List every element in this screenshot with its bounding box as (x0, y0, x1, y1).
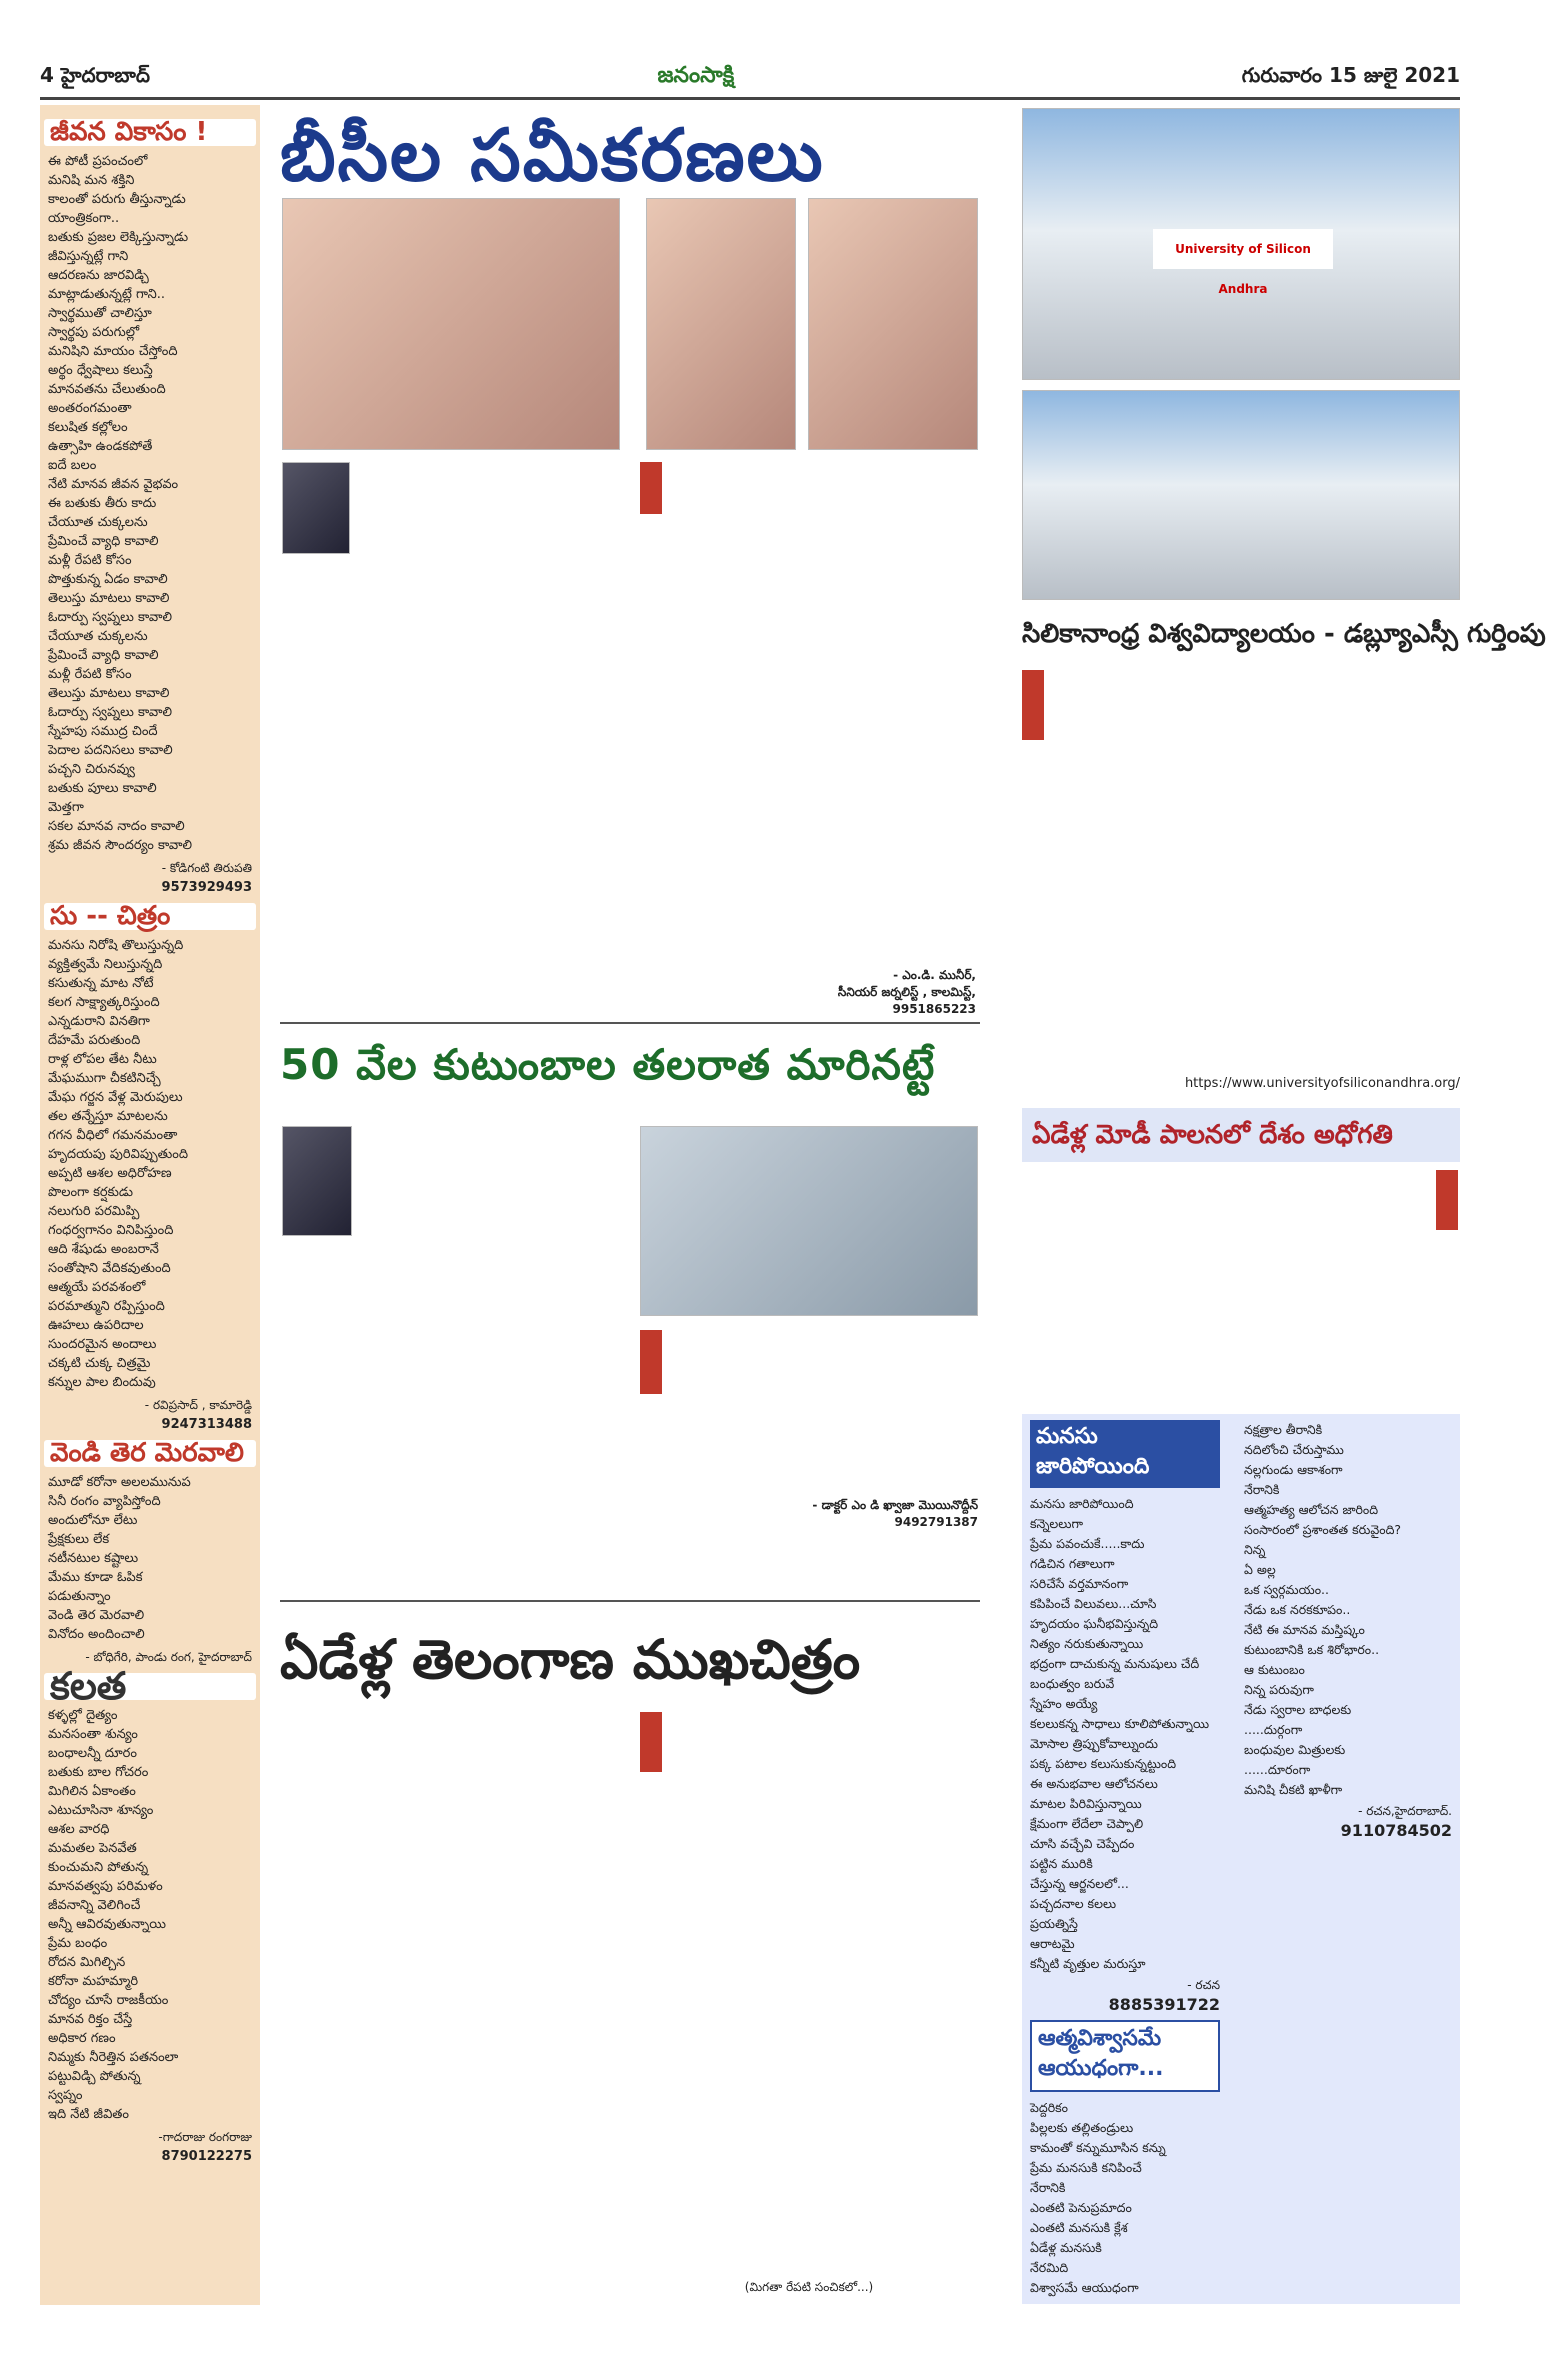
poem-line: శ్రమ జీవన సౌందర్యం కావాలి (48, 838, 193, 853)
poem-line: ప్రేమ పవంచుకే.....కాదు (1030, 1536, 1145, 1551)
poem-line: రోదన మిగిల్చిన (48, 1955, 126, 1970)
poem-line: బతుకు ప్రజల లెక్కిస్తున్నాడు (48, 230, 189, 245)
sidebar-title-2: సు -- చిత్రం (44, 903, 256, 930)
poem-line: ఈ బతుకు తీరు కాదు (48, 496, 157, 511)
poem-line: అంతరంగమంతా (48, 401, 132, 416)
poem-line: నల్లగుండు ఆకాశంగా (1244, 1462, 1343, 1477)
poem-line: ఏ అల్ల (1244, 1562, 1276, 1577)
poem-line: ఆత్మయే పరవశంలో (48, 1280, 146, 1295)
poem-line: గగన వీధిలో గమనమంతా (48, 1128, 178, 1143)
poem-line: నిత్యం నరుకుతున్నాయి (1030, 1636, 1144, 1651)
poem-right-column (1236, 1414, 1460, 2304)
article3-headline: ఏడేళ్ల తెలంగాణ ముఖచిత్రం (280, 1628, 861, 1691)
poem-line: ఎటుచూసినా శూన్యం (48, 1803, 154, 1818)
poem-line: కన్నీటి వృత్తుల మరుస్తూ (1030, 1956, 1146, 1971)
poem-line: తెలుస్తు మాటలు కావాలి (48, 686, 170, 701)
article3-column-2 (668, 1712, 976, 2272)
poem-line: వెండి తెర మెరవాలి (48, 1608, 145, 1623)
poem-line: తెలుస్తు మాటలు కావాలి (48, 591, 170, 606)
poem-line: కలలుకన్న సాధాలు కూలిపోతున్నాయి (1030, 1716, 1210, 1731)
poem-line: బతుకు పూలు కావాలి (48, 781, 157, 796)
poem-line: బంధువుల మిత్రులకు (1244, 1742, 1346, 1757)
poem-line: పచ్చని చిరునవ్వు (48, 762, 135, 777)
poem-line: పరమాత్ముని రప్పిస్తుంది (48, 1299, 165, 1314)
poem-line: నలుగురి పరమిప్పి (48, 1204, 140, 1219)
poem-line: హృదయం ఘనీభవిస్తున్నది (1030, 1616, 1159, 1631)
poem-line: భద్రంగా దాచుకున్న మనుషులు చేదీ (1030, 1656, 1200, 1671)
poem-line: దేహమే పరుతుంది (48, 1033, 141, 1048)
sidebar-phone-4: 8790122275 (161, 2149, 252, 2164)
poem-line: కుంచుమని పోతున్న (48, 1860, 149, 1875)
poem-line: గడిచిన గతాలుగా (1030, 1556, 1115, 1571)
poem-line: ఏడేళ్ల మనసుకి (1030, 2240, 1102, 2255)
poem-line: మాటల పిరివిస్తున్నాయి (1030, 1796, 1142, 1811)
poem-line: మళ్లీ రేపటి కోసం (48, 553, 132, 568)
poem-line: మూడో కరోనా అలలమునుప (48, 1475, 191, 1490)
poem-line: మనసు నిరోషి తొలుస్తున్నది (48, 938, 184, 953)
article3-continued: (మిగతా రేపటి సంచికలో...) (744, 2280, 874, 2294)
poem-line: సంసారంలో ప్రశాంతత కరువైంది? (1244, 1522, 1402, 1537)
poem-left-column (1022, 1414, 1228, 2304)
poem1-title: మనసు జారిపోయింది (1030, 1420, 1220, 1488)
poem-line: కాలంతో పరుగు తీస్తున్నాడు (48, 192, 186, 207)
sidebar-phone-1: 9573929493 (161, 880, 252, 895)
silicon-andhra-body (1052, 670, 1460, 1070)
poem-line: జీవనాన్ని వెలిగించే (48, 1898, 141, 1913)
poem-line: హృదయపు పురివిప్పుతుంది (48, 1147, 189, 1162)
poem-line: మాట్లాడుతున్నట్లే గాని.. (48, 287, 165, 302)
poem2-author: - రచన,హైదరాబాద్. (1358, 1804, 1452, 1818)
poem-line: ఎంతటి పెనుప్రమాదం (1030, 2200, 1132, 2215)
sidebar-author-2: - రవిప్రసాద్ , కామారెడ్డి (144, 1398, 252, 1412)
poem-line: ఎంతటి మనసుకి క్లేశ (1030, 2220, 1128, 2235)
page-number-city: 4 హైదరాబాద్ (40, 63, 150, 87)
poem-line: బంధుత్వం బరువే (1030, 1676, 1115, 1691)
poem-line: కుటుంబానికి ఒక శిరోభారం.. (1244, 1642, 1380, 1657)
poem-line: ఆత్మహత్య ఆలోచన జారింది (1244, 1502, 1379, 1517)
poem-line: .....దుర్గంగా (1244, 1722, 1303, 1737)
poem-line: కన్నెలలుగా (1030, 1516, 1083, 1531)
poem-line: ఆదరణను జారవిడ్చి (48, 268, 149, 283)
page-header (40, 58, 1460, 100)
poem-line: నటీనటుల కష్టాలు (48, 1551, 139, 1566)
poem-line: మనిషి చీకటి ఖాళీగా (1244, 1782, 1343, 1797)
poem-line: ప్రయత్నిస్తే (1030, 1916, 1078, 1931)
poem-line: ఓదార్పు స్వప్నలు కావాలి (48, 705, 173, 720)
poem-line: విశ్వాసమే ఆయుధంగా (1030, 2280, 1139, 2295)
poem1-author: - రచన (1187, 1978, 1220, 1992)
poem-line: నేరానికి (1030, 2180, 1066, 2195)
article3-section-label (640, 1712, 662, 1772)
poem-line: పచ్చదనాల కలలు (1030, 1896, 1117, 1911)
article1-byline: - ఎం.డి. మునీర్, సీనియర్ జర్నలిస్ట్ , కాలమిస్ట్, 9951865223 (837, 968, 976, 1016)
article3-column-1 (282, 1712, 612, 2272)
poem-line: ......దూరంగా (1244, 1762, 1311, 1777)
poem-line: కసుతున్న మాట నోటే (48, 976, 154, 991)
poem-line: నక్షత్రాల తీరానికి (1244, 1422, 1323, 1437)
poem-line: మానవతను చేలుతుంది (48, 382, 166, 397)
silicon-andhra-url: https://www.universityofsiliconandhra.org/ (1184, 1076, 1460, 1091)
poem-line: ప్రేమ మనసుకి కనిపించే (1030, 2160, 1142, 2175)
poem-line: కన్నుల పాల బిందువు (48, 1375, 156, 1390)
poem-line: పిల్లలకు తల్లితండ్రులు (1030, 2120, 1134, 2135)
poem-line: మేఘముగా చీకటినిచ్చే (48, 1071, 161, 1086)
poem-line: బతుకు బాల గోచరం (48, 1765, 149, 1780)
campus-photo-1 (1022, 108, 1460, 380)
poem-line: ప్రేమించే వ్యాధి కావాలి (48, 648, 159, 663)
sidebar-poem-1 (48, 152, 252, 855)
poem-line: పట్టిన మురికి (1030, 1856, 1093, 1871)
poem-line: మనిషిని మాయం చేస్తోంది (48, 344, 178, 359)
silicon-andhra-headline: సిలికానాంధ్ర విశ్వవిద్యాలయం - డబ్ల్యూఎస్సీ గుర్తింపు (1022, 619, 1546, 649)
poem-line: ఊహలు ఉపరిదాల (48, 1318, 144, 1333)
poem-line: చోద్యం చూసే రాజకీయం (48, 1993, 169, 2008)
poem-line: మమతల పెనవేత (48, 1841, 137, 1856)
poem-line: ఎన్నడురాని వినతిగా (48, 1014, 150, 1029)
poem-line: మెత్తగా (48, 800, 84, 815)
poem-line: అధికార గణం (48, 2031, 116, 2046)
poem-line: నిమ్మకు నీరెత్తిన పతనంలా (48, 2050, 179, 2065)
poem-line: యాంత్రికంగా.. (48, 211, 120, 226)
article2-author-photo (282, 1126, 352, 1236)
poem-line: స్నేహం అయ్యే (1030, 1696, 1098, 1711)
poem-line: మానవత్వపు పరిమళం (48, 1879, 163, 1894)
sidebar-poem-2 (48, 936, 252, 1392)
poem-line: అందులోనూ లేటు (48, 1513, 138, 1528)
poem2-lines (1244, 1420, 1452, 1800)
article1-column-1 (356, 462, 626, 1002)
poem-line: నేటి ఈ మానవ మస్తిష్కం (1244, 1622, 1365, 1637)
masthead-logo: జనంసాక్షి (657, 62, 735, 88)
article1-headline: బీసీల సమీకరణలు (280, 113, 825, 197)
poem1-lines (1030, 1494, 1220, 1974)
poem1-phone: 8885391722 (1108, 1995, 1220, 2014)
poem-line: ఇది నేటి జీవితం (48, 2107, 130, 2122)
article1-photo-leaders (282, 198, 620, 450)
poem-line: నేడు స్వరాల బాధలకు (1244, 1702, 1352, 1717)
sidebar-author-4: -గాదరాజు రంగరాజు (158, 2130, 252, 2144)
poem-line: చూసి వచ్చేవి చెప్పేదం (1030, 1836, 1135, 1851)
left-sidebar (40, 105, 260, 2305)
poem-line: సుందరమైన అందాలు (48, 1337, 157, 1352)
poem-line: నిన్న పరువుగా (1244, 1682, 1314, 1697)
poem-line: ఆరాటమై (1030, 1936, 1075, 1951)
poem-line: కామంతో కన్నుమూసిన కన్ను (1030, 2140, 1166, 2155)
poem-line: చేయూత చుక్కలను (48, 515, 148, 530)
poem-line: క్షేమంగా లేదేలా చెప్పాలి (1030, 1816, 1144, 1831)
poem-line: పక్క పటాల కలుసుకున్నట్టుంది (1030, 1756, 1177, 1771)
poem-line: చక్కటి చుక్క చిత్రమై (48, 1356, 151, 1371)
poem-line: బంధాలన్నీ దూరం (48, 1746, 137, 1761)
poem-line: జీవిస్తున్నట్లే గాని (48, 249, 129, 264)
poem-line: నేడు ఒక నరకకూపం.. (1244, 1602, 1351, 1617)
poem-box (1022, 1414, 1460, 2304)
article2-section-label (640, 1330, 662, 1394)
poem-line: ఆది శేషుడు అంబరానే (48, 1242, 159, 1257)
modi-headline: ఏడేళ్ల మోడీ పాలనలో దేశం అధోగతి (1022, 1108, 1460, 1162)
poem-line: నేటి మానవ జీవన వైభవం (48, 477, 179, 492)
poem-line: సంతోషాని వేదికవుతుంది (48, 1261, 171, 1276)
article2-column-2 (668, 1326, 976, 1496)
article1-photo-portrait-1 (646, 198, 796, 450)
poem-line: చేయూత చుక్కలను (48, 629, 148, 644)
poem-line: అన్నీ ఆవిరవుతున్నాయి (48, 1917, 166, 1932)
poem-line: అప్పటి ఆశల అధిరోహణ (48, 1166, 172, 1181)
poem-line: పట్టువిడ్చి పోతున్న (48, 2069, 141, 2084)
poem-line: పడుతున్నాం (48, 1589, 111, 1604)
poem-line: మేఘ గర్జన వేళ్ల మెరుపులు (48, 1090, 183, 1105)
poem-line: ఒక స్వర్గమయం.. (1244, 1582, 1329, 1597)
divider (280, 1022, 980, 1024)
poem-line: వినోదం అందించాలి (48, 1627, 145, 1642)
sidebar-author-3: - బోధిగేరి, పాండు రంగ, హైదరాబాద్ (85, 1650, 252, 1664)
poem-line: కళ్ళల్లో దైత్యం (48, 1708, 118, 1723)
article1-column-2 (668, 462, 976, 982)
sidebar-phone-2: 9247313488 (161, 1417, 252, 1432)
poem-line: చేస్తున్న ఆర్జనలలో... (1030, 1876, 1129, 1891)
divider (280, 1600, 980, 1602)
poem-line: నిన్న (1244, 1542, 1266, 1557)
modi-section-label (1436, 1170, 1458, 1230)
poem-line: కలుషిత కల్లోలం (48, 420, 128, 435)
poem-line: స్నేహపు సముద్ర చిందే (48, 724, 158, 739)
poem-line: ఉత్సాహి ఉండకపోతే (48, 439, 153, 454)
poem-line: మిగిలిన ఏకాంతం (48, 1784, 136, 1799)
poem-line: గంధర్వగానం వినిపిస్తుంది (48, 1223, 174, 1238)
sidebar-author-1: - కోడిగంటి తిరుపతి (161, 861, 252, 875)
poem-line: అర్థం ధ్వేషాలు కలుస్తే (48, 363, 153, 378)
poem-line: వ్యక్తిత్వమే నిలుస్తున్నది (48, 957, 163, 972)
poem-line: మనసంతా శున్యం (48, 1727, 138, 1742)
poem-line: ఓదార్పు స్వప్నలు కావాలి (48, 610, 173, 625)
poem-line: స్వార్థముతో చాలిస్తూ (48, 306, 152, 321)
poem-line: ప్రేక్షకులు లేక (48, 1532, 110, 1547)
article1-photo-portrait-2 (808, 198, 978, 450)
poem-line: ప్రేమ బంధం (48, 1936, 108, 1951)
page-date: గురువారం 15 జులై 2021 (1241, 63, 1460, 87)
article2-column-1 (360, 1116, 630, 1596)
sidebar-title-3: వెండి తెర మెరవాలి (44, 1440, 256, 1467)
article2-headline: 50 వేల కుటుంబాల తలరాత మారినట్టే (280, 1040, 936, 1089)
sidebar-poem-4 (48, 1706, 252, 2124)
poem-line: కలగ సాక్ష్యాత్కరిస్తుంది (48, 995, 160, 1010)
poem-line: కరోనా మహమ్మారి (48, 1974, 139, 1989)
poem-line: కపిపించే విలువలు...చూసి (1030, 1596, 1157, 1611)
silicon-andhra-section-label (1022, 670, 1044, 740)
poem-line: నేరమిది (1030, 2260, 1069, 2275)
poem3-lines (1030, 2098, 1220, 2298)
poem-line: పెదాల పదనిసలు కావాలి (48, 743, 173, 758)
poem-line: రాళ్ల లోపల తేట నీటు (48, 1052, 157, 1067)
poem-line: ఆ కుటుంబం (1244, 1662, 1305, 1677)
poem-line: స్వప్నం (48, 2088, 83, 2103)
poem-line: స్వార్థపు పరుగుల్లో (48, 325, 140, 340)
poem-line: పొత్తుకున్న ఏడం కావాలి (48, 572, 168, 587)
poem2-phone: 9110784502 (1340, 1821, 1452, 1840)
poem3-title: ఆత్మవిశ్వాసమే ఆయుధంగా... (1030, 2020, 1220, 2092)
poem-line: పెద్దరికం (1030, 2100, 1068, 2115)
poem-line: ఆశల వారధి (48, 1822, 110, 1837)
article1-author-photo (282, 462, 350, 554)
poem-line: ఈ అనుభవాల ఆలోచనలు (1030, 1776, 1158, 1791)
poem-line: మేము కూడా ఓపిక (48, 1570, 143, 1585)
campus-photo-2 (1022, 390, 1460, 600)
poem-line: మానవ రిక్తం చేస్తే (48, 2012, 133, 2027)
poem-line: నేరానికి (1244, 1482, 1280, 1497)
poem-line: నదిలోంచి చేరుస్తాము (1244, 1442, 1344, 1457)
poem-line: మనసు జారిపోయింది (1030, 1496, 1134, 1511)
poem-line: ప్రేమించే వ్యాధి కావాలి (48, 534, 159, 549)
poem-line: ఈ పోటీ ప్రపంచంలో (48, 154, 148, 169)
article2-byline: - డాక్టర్ ఎం డి ఖ్వాజా మొయినొద్దీన్ 9492791387 (812, 1498, 978, 1529)
poem-line: మళ్లీ రేపటి కోసం (48, 667, 132, 682)
poem-line: మోసాల త్రిప్పుకోవాల్నుందు (1030, 1736, 1158, 1751)
poem-line: సినీ రంగం వ్యాపిస్తోంది (48, 1494, 161, 1509)
poem-line: పొలంగా కర్షకుడు (48, 1185, 134, 1200)
sidebar-poem-3 (48, 1473, 252, 1644)
campus-sign: University of Silicon Andhra (1153, 229, 1333, 269)
poem-line: ఐదే బలం (48, 458, 97, 473)
poem-line: సరిచేసే వర్తమానంగా (1030, 1576, 1129, 1591)
sidebar-title-4: కలత (44, 1673, 256, 1700)
article2-photo-crowd (640, 1126, 978, 1316)
modi-body (1022, 1170, 1432, 1410)
poem-line: తల తన్నేస్తూ మాటలను (48, 1109, 168, 1124)
poem-line: మనిషి మన శక్తిని (48, 173, 135, 188)
poem-line: సకల మానవ నాదం కావాలి (48, 819, 185, 834)
sidebar-title-1: జీవన వికాసం ! (44, 119, 256, 146)
article1-section-label (640, 462, 662, 514)
